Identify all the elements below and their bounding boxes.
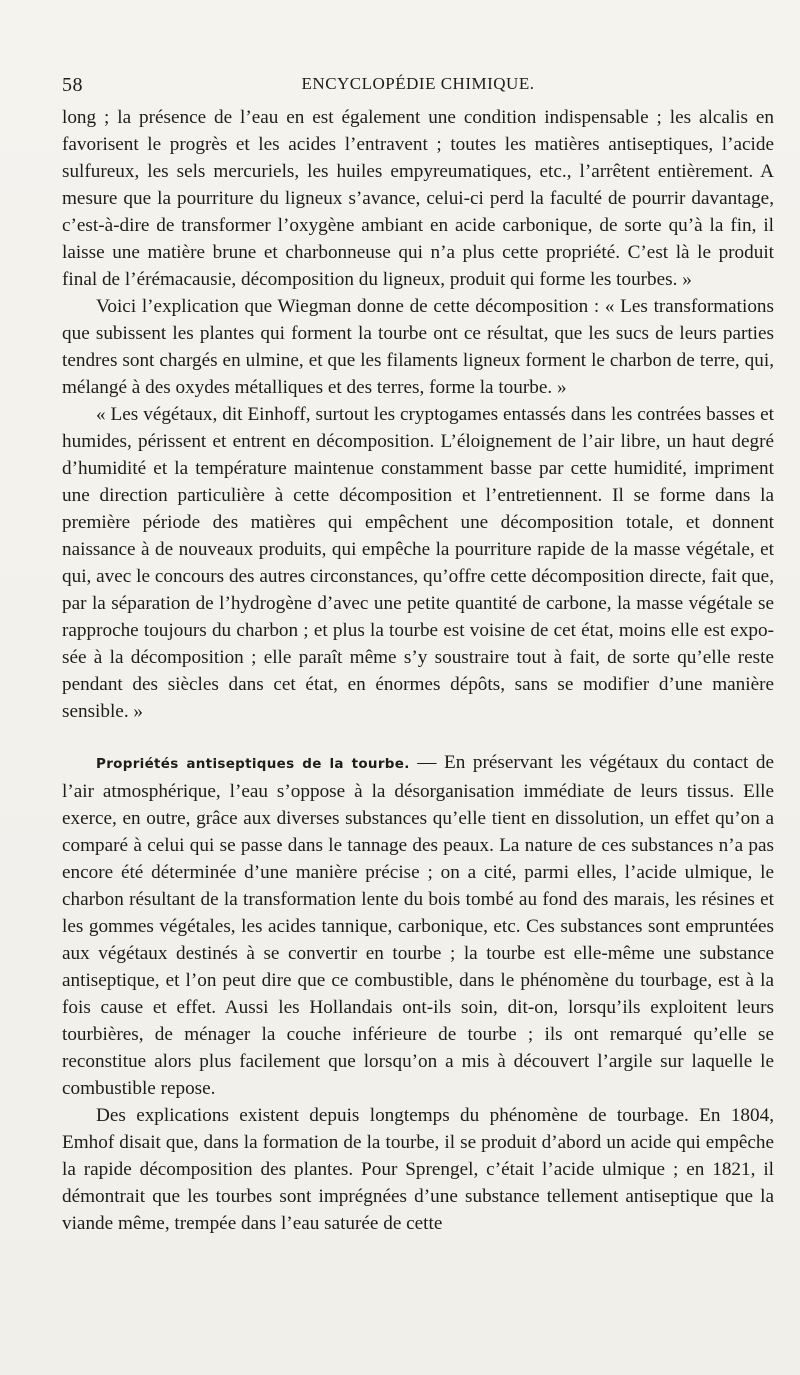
section-dash: — — [409, 752, 444, 773]
running-head: ENCYCLOPÉDIE CHIMIQUE. — [301, 74, 535, 93]
paragraph-1: long ; la présence de l’eau en est également une condition indispensable ; les alcalis en favorisent le progrès et les acides l’entravent ; toutes les matières antiseptiques, l’acide sulfureux, les sels mercuriels, les huiles empyreumatiques, etc., l’arrêtent entièrement. A mesure que la pourriture du ligneux s’avance, celui-ci perd la faculté de pourrir davantage, c’est-à-dire de transformer l’oxygène ambiant en acide carbonique, de sorte qu’à la fin, il laisse une matière brune et charbonneuse qui n’a plus cette propriété. C’est là le produit final de l’érémacausie, décomposition du ligneux, produit qui forme les tourbes. » — [62, 107, 774, 290]
page-header — [62, 74, 774, 98]
section-title: Propriétés antiseptiques de la tourbe. — [96, 756, 410, 772]
paragraph-3: « Les végétaux, dit Einhoff, surtout les cryptogames entassés dans les contrées basses et humides, périssent et entrent en décomposition. L’éloignement de l’air libre, un haut degré d’humidité et la température maintenue constamment basse par cette humidité, impriment une direction particulière à cette décomposition et l’entretiennent. Il se forme dans la première période des matières qui empêchent une décomposition totale, et donnent naissance à de nouveaux produits, qui empêche la pourriture rapide de la masse végétale, et qui, avec le concours des autres circonstances, qu’offre cette décomposition directe, fait que, par la séparation de l’hydrogène d’avec une petite quantité de carbone, la masse végétale se rapproche toujours du charbon ; et plus la tourbe est voisine de cet état, moins elle est exposée à la décomposition ; elle paraît même s’y soustraire tout à fait, de sorte qu’elle reste pendant des siècles dans cet état, en énormes dépôts, sans se modifier d’une manière sensible. » — [62, 404, 774, 722]
section-paragraph — [62, 749, 774, 1102]
page-body — [62, 104, 774, 1237]
paragraph-2: Voici l’explication que Wiegman donne de cette décomposition : « Les transformations que subissent les plantes qui forment la tourbe ont ce résultat, que les sucs de leurs parties tendres sont chargés en ulmine, et que les filaments ligneux forment le charbon de terre, qui, mélangé à des oxydes métalliques et des terres, forme la tourbe. » — [62, 296, 774, 398]
section-body: En préservant les végétaux du contact de l’air atmosphérique, l’eau s’oppose à la désorganisation immédiate de leurs tissus. Elle exerce, en outre, grâce aux diverses substances qu’elle tient en dissolution, un effet qu’on a comparé à celui qui se passe dans le tannage des peaux. La nature de ces substances n’a pas encore été déterminée d’une manière précise ; on a cité, parmi elles, l’acide ulmique, le charbon résultant de la transformation lente du bois tombé au fond des marais, les résines et les gommes végétales, les acides tannique, carbonique, etc. Ces substances sont empruntées aux végétaux destinés à se convertir en tourbe ; la tourbe est elle-même une substance antiseptique, et l’on peut dire que ce combustible, dans le phénomène du tourbage, est à la fois cause et effet. Aussi les Hollandais ont-ils soin, dit-on, lorsqu’ils exploitent leurs tourbières, de ménager la couche inférieure de tourbe ; ils ont remarqué qu’elle se reconstitue alors plus facilement que lorsqu’on a mis à découvert l’argile sur laquelle le combustible repose. — [62, 752, 774, 1099]
paragraph-5: Des explications existent depuis longtemps du phénomène de tourbage. En 1804, Emhof disait que, dans la formation de la tourbe, il se produit d’abord un acide qui empêche la rapide décomposition des plantes. Pour Sprengel, c’était l’acide ulmique ; en 1821, il démontrait que les tourbes sont imprégnées d’une substance tellement antiseptique que la viande même, trempée dans l’eau saturée de cette — [62, 1105, 774, 1234]
page-number: 58 — [62, 74, 83, 96]
